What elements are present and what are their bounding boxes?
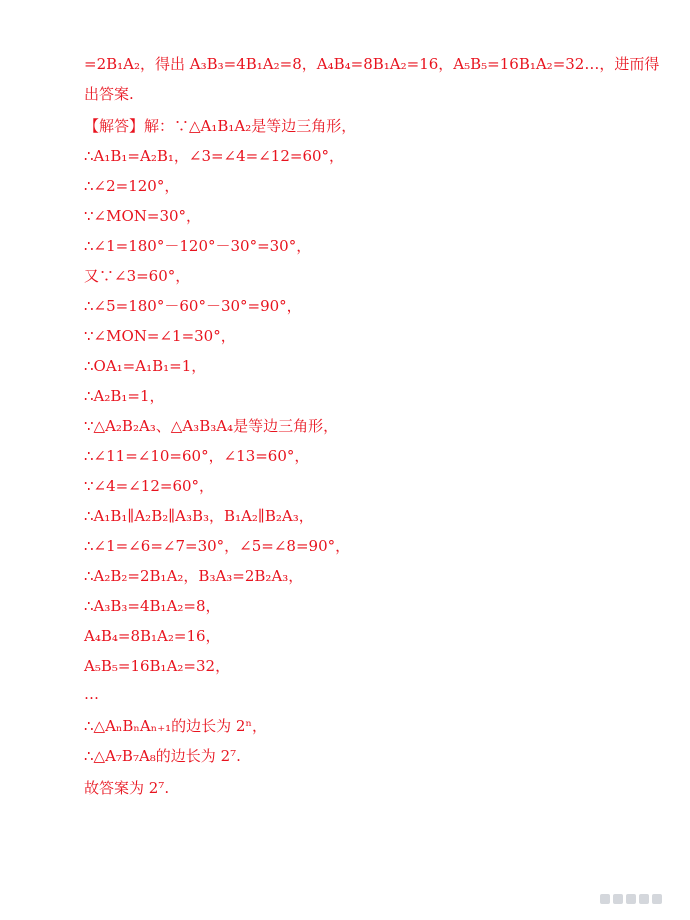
text-line: A₅B₅=16B₁A₂=32， (84, 657, 231, 675)
watermark-mark (639, 894, 649, 904)
text-line: 出答案. (84, 85, 134, 103)
text-line: ∴OA₁=A₁B₁=1， (84, 357, 207, 375)
text-line: ∵∠4=∠12=60°， (84, 477, 215, 495)
text-line: … (84, 685, 99, 703)
text-line: ∵∠MON=∠1=30°， (84, 327, 236, 345)
text-line: ∴A₁B₁=A₂B₁，∠3=∠4=∠12=60°， (84, 147, 345, 165)
text-line: 故答案为 2⁷. (84, 779, 170, 797)
text-line: ∴△AₙBₙAₙ₊₁的边长为 2ⁿ， (84, 717, 267, 735)
text-line: 【解答】解：∵△A₁B₁A₂是等边三角形， (84, 117, 357, 135)
text-line: ∴A₃B₃=4B₁A₂=8， (84, 597, 221, 615)
text-line: ∴∠5=180°－60°－30°=90°， (84, 297, 302, 315)
text-line: 又∵∠3=60°， (84, 267, 191, 285)
text-line: A₄B₄=8B₁A₂=16， (84, 627, 221, 645)
text-line: ∵∠MON=30°， (84, 207, 202, 225)
text-line: ∴A₂B₁=1， (84, 387, 165, 405)
text-line: ∴A₁B₁∥A₂B₂∥A₃B₃，B₁A₂∥B₂A₃， (84, 507, 314, 525)
text-line: ∴∠2=120°， (84, 177, 180, 195)
watermark-mark (652, 894, 662, 904)
watermark-mark (600, 894, 610, 904)
text-line: ∴∠11=∠10=60°，∠13=60°， (84, 447, 310, 465)
text-line: ∴A₂B₂=2B₁A₂，B₃A₃=2B₂A₃， (84, 567, 304, 585)
text-line: ∴∠1=∠6=∠7=30°，∠5=∠8=90°， (84, 537, 351, 555)
watermark-mark (626, 894, 636, 904)
watermark-mark (613, 894, 623, 904)
watermark (600, 894, 662, 904)
text-line: =2B₁A₂，得出 A₃B₃=4B₁A₂=8，A₄B₄=8B₁A₂=16，A₅B₅=16B₁A₂=32…，进而得 (84, 55, 660, 73)
text-line: ∵△A₂B₂A₃、△A₃B₃A₄是等边三角形， (84, 417, 339, 435)
text-line: ∴∠1=180°－120°－30°=30°， (84, 237, 312, 255)
text-line: ∴△A₇B₇A₈的边长为 2⁷. (84, 747, 241, 765)
